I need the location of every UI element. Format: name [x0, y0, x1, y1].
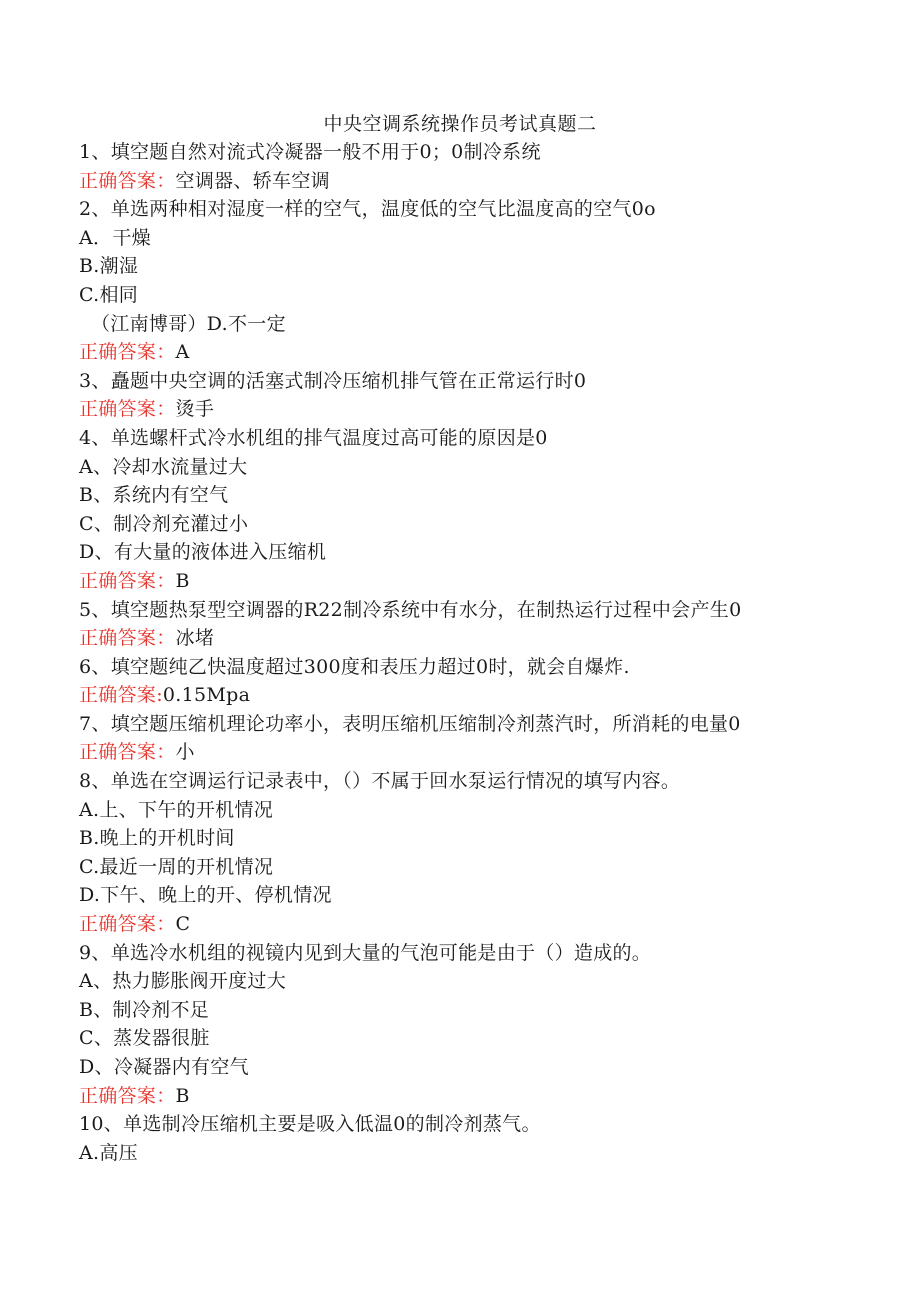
option-text: B.潮湿 [79, 255, 139, 278]
answer-value: 小 [175, 741, 195, 764]
answer-value: 空调器、轿车空调 [175, 169, 330, 192]
question-text: 6、填空题纯乙快温度超过300度和表压力超过0时，就会自爆炸. [79, 655, 630, 678]
option-text: A.上、下午的开机情况 [79, 798, 274, 821]
option-text: B、制冷剂不足 [79, 998, 210, 1021]
answer-label: 正确答案： [79, 741, 176, 764]
option-text: B、系统内有空气 [79, 484, 229, 507]
option-text: C.相同 [79, 283, 139, 306]
question-list [79, 138, 879, 1167]
question-text: 9、单选冷水机组的视镜内见到大量的气泡可能是由于（）造成的。 [79, 941, 652, 964]
answer-value: 0.15Mpa [162, 684, 251, 707]
option-text: C、蒸发器很脏 [79, 1027, 210, 1050]
answer-line [79, 395, 879, 424]
answer-line [79, 738, 879, 767]
answer-label: 正确答案： [79, 169, 176, 192]
question-text: 8、单选在空调运行记录表中，（）不属于回水泵运行情况的填写内容。 [79, 770, 681, 793]
answer-value: 烫手 [175, 398, 215, 421]
question-text: 2、单选两种相对湿度一样的空气，温度低的空气比温度高的空气0o [79, 198, 656, 221]
answer-line [79, 167, 879, 196]
question-text: 5、填空题热泵型空调器的R22制冷系统中有水分，在制热运行过程中会产生0 [79, 598, 742, 621]
answer-label: 正确答案： [79, 398, 176, 421]
answer-value: C [175, 913, 191, 936]
option-text: C、制冷剂充灌过小 [79, 512, 249, 535]
option-text: A．干燥 [79, 226, 151, 249]
option-text: B.晚上的开机时间 [79, 827, 235, 850]
answer-label: 正确答案: [79, 684, 163, 707]
question-text: 4、单选螺杆式冷水机组的排气温度过高可能的原因是0 [79, 426, 548, 449]
option-text: D.下午、晚上的开、停机情况 [79, 884, 332, 907]
answer-value: 冰堵 [175, 627, 215, 650]
option-text: A.高压 [79, 1141, 138, 1164]
answer-line [79, 338, 879, 367]
answer-line [79, 624, 879, 653]
answer-line [79, 681, 879, 710]
answer-value: B [175, 1084, 190, 1107]
option-text: A、冷却水流量过大 [79, 455, 248, 478]
option-text: C.最近一周的开机情况 [79, 855, 274, 878]
option-text: D、有大量的液体进入压缩机 [79, 541, 327, 564]
answer-line [79, 910, 879, 939]
answer-value: A [175, 341, 190, 364]
answer-label: 正确答案： [79, 569, 176, 592]
answer-line [79, 567, 879, 596]
answer-value: B [175, 569, 190, 592]
question-text: 10、单选制冷压缩机主要是吸入低温0的制冷剂蒸气。 [79, 1113, 541, 1136]
answer-label: 正确答案： [79, 627, 176, 650]
question-text: 1、填空题自然对流式冷凝器一般不用于0；0制冷系统 [79, 141, 541, 163]
document-title: 中央空调系统操作员考试真题二 [323, 113, 597, 135]
answer-line [79, 1082, 879, 1111]
option-text: A、热力膨胀阀开度过大 [79, 970, 287, 993]
answer-label: 正确答案： [79, 913, 176, 936]
answer-label: 正确答案： [79, 341, 176, 364]
question-text: 3、矗题中央空调的活塞式制冷压缩机排气管在正常运行时0 [79, 369, 587, 392]
question-text: 7、填空题压缩机理论功率小，表明压缩机压缩制冷剂蒸汽时，所消耗的电量0 [79, 712, 741, 735]
option-text: D、冷凝器内有空气 [79, 1056, 249, 1078]
option-text: （江南博哥）D.不一定 [91, 312, 286, 335]
answer-label: 正确答案： [79, 1084, 176, 1107]
